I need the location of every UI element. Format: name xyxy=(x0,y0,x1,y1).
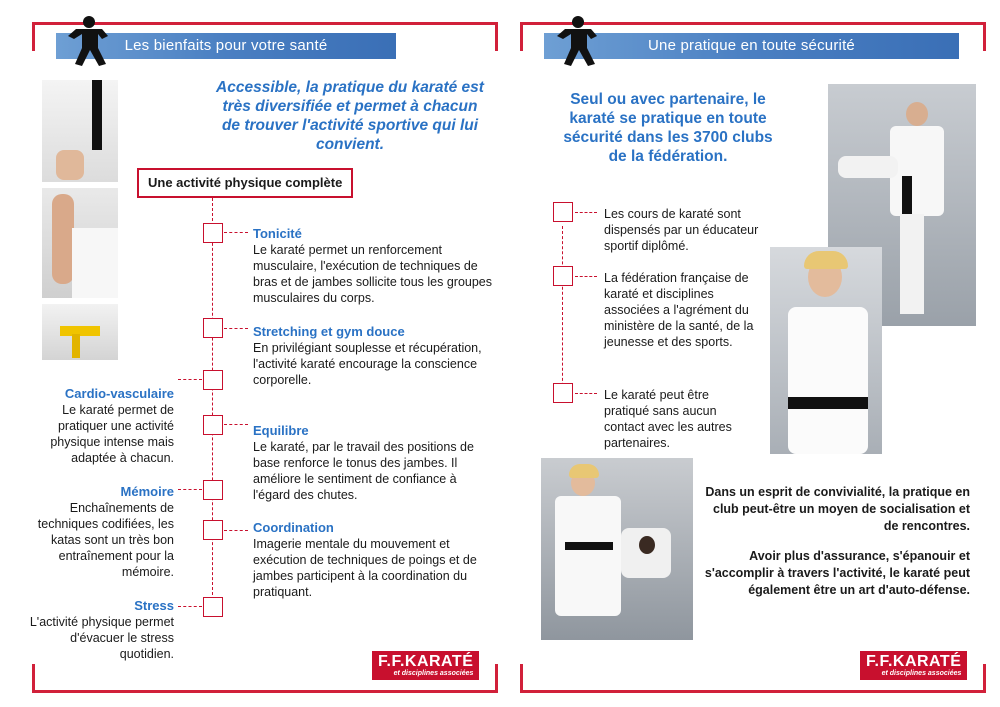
connector xyxy=(224,530,248,531)
benefit-title: Cardio-vasculaire xyxy=(64,386,174,401)
safety-item: Le karaté peut être pratiqué sans aucun contact avec les autres partenaires. xyxy=(604,388,732,450)
benefit-title: Stress xyxy=(134,598,174,613)
left-intro xyxy=(215,78,485,154)
benefit-memoire xyxy=(28,484,174,580)
benefit-text: Le karaté permet de pratiquer une activité physique intense mais adaptée à chacun. xyxy=(50,403,174,465)
timeline-marker xyxy=(203,480,223,500)
benefit-text: L'activité physique permet d'évacuer le stress quotidien. xyxy=(29,615,174,661)
timeline-marker xyxy=(203,597,223,617)
benefit-title: Tonicité xyxy=(253,226,302,241)
karateka-icon xyxy=(62,14,114,68)
safety-marker xyxy=(553,266,573,286)
connector xyxy=(224,424,248,425)
right-ffk-logo xyxy=(860,651,967,680)
timeline-marker xyxy=(203,370,223,390)
benefit-cardio xyxy=(28,386,174,466)
benefit-text: Enchaînements de techniques codifiées, les katas sont un très bon entraînement pour la mémoire. xyxy=(37,501,174,579)
safety-marker xyxy=(553,383,573,403)
conviviality-paragraph: Dans un esprit de convivialité, la pratique en club peut-être un moyen de socialisation et de rencontres. xyxy=(705,485,970,533)
left-ffk-logo xyxy=(372,651,479,680)
left-banner-title: Les bienfaits pour votre santé xyxy=(124,37,328,54)
benefit-tonicite xyxy=(253,226,493,306)
left-intro-text: Accessible, la pratique du karaté est très diversifiée et permet à chacun de trouver l'activité sportive qui lui convient. xyxy=(216,79,484,153)
benefit-title: Stretching et gym douce xyxy=(253,324,405,339)
photo-punch-arm xyxy=(42,188,118,298)
connector xyxy=(575,393,597,394)
photo-yellow-belt xyxy=(42,304,118,360)
safety-timeline-line xyxy=(562,226,563,396)
logo-sub: et disciplines associées xyxy=(393,670,474,677)
safety-item: Les cours de karaté sont dispensés par un éducateur sportif diplômé. xyxy=(604,207,759,253)
timeline-marker xyxy=(203,318,223,338)
logo-sub: et disciplines associées xyxy=(881,670,962,677)
confidence-paragraph: Avoir plus d'assurance, s'épanouir et s'accomplir à travers l'activité, le karaté peut également être un art d'auto-défense. xyxy=(704,549,970,597)
karateka-icon xyxy=(551,14,603,68)
benefit-title: Equilibre xyxy=(253,423,309,438)
timeline-marker xyxy=(203,223,223,243)
benefit-text: Imagerie mentale du mouvement et exécution de techniques de poings et de jambes participent à la coordination du pratiquant. xyxy=(253,537,477,599)
timeline-line xyxy=(212,198,213,610)
logo-main: F.F.KARATÉ xyxy=(866,653,962,670)
connector xyxy=(178,379,202,380)
benefit-title: Mémoire xyxy=(120,484,174,499)
safety-marker xyxy=(553,202,573,222)
benefit-stretching xyxy=(253,324,493,388)
timeline-marker xyxy=(203,520,223,540)
benefit-text: En privilégiant souplesse et récupération, l'activité karaté encourage la conscience corporelle. xyxy=(253,341,482,387)
benefit-text: Le karaté permet un renforcement musculaire, l'exécution de techniques de bras et de jambes sollicite tous les groupes musculaires du corps. xyxy=(253,243,493,305)
right-intro-text: Seul ou avec partenaire, le karaté se pratique en toute sécurité dans les 3700 clubs de la fédération. xyxy=(563,91,773,165)
benefit-text: Le karaté, par le travail des positions de base renforce le tonus des jambes. Il améliore le sentiment de confiance à l'égard des chutes. xyxy=(253,440,474,502)
photo-woman-guard xyxy=(770,247,882,454)
connector xyxy=(224,328,248,329)
right-banner-bar xyxy=(544,33,959,59)
benefit-equilibre xyxy=(253,423,493,503)
benefit-stress xyxy=(28,598,174,662)
photo-kick-leg xyxy=(42,80,118,182)
activity-box-title xyxy=(137,168,353,198)
connector xyxy=(575,276,597,277)
benefit-coordination xyxy=(253,520,493,600)
connector xyxy=(224,232,248,233)
connector xyxy=(178,489,202,490)
benefit-title: Coordination xyxy=(253,520,334,535)
right-banner-title: Une pratique en toute sécurité xyxy=(648,37,855,54)
timeline-marker xyxy=(203,415,223,435)
photo-selfdefense xyxy=(541,458,693,640)
connector xyxy=(178,606,202,607)
activity-box-title-text: Une activité physique complète xyxy=(148,175,343,190)
connector xyxy=(575,212,597,213)
logo-main: F.F.KARATÉ xyxy=(378,653,474,670)
right-intro xyxy=(553,90,783,166)
safety-item: La fédération française de karaté et disciplines associées a l'agrément du ministère de la santé, de la jeunesse et des sports. xyxy=(604,271,754,349)
